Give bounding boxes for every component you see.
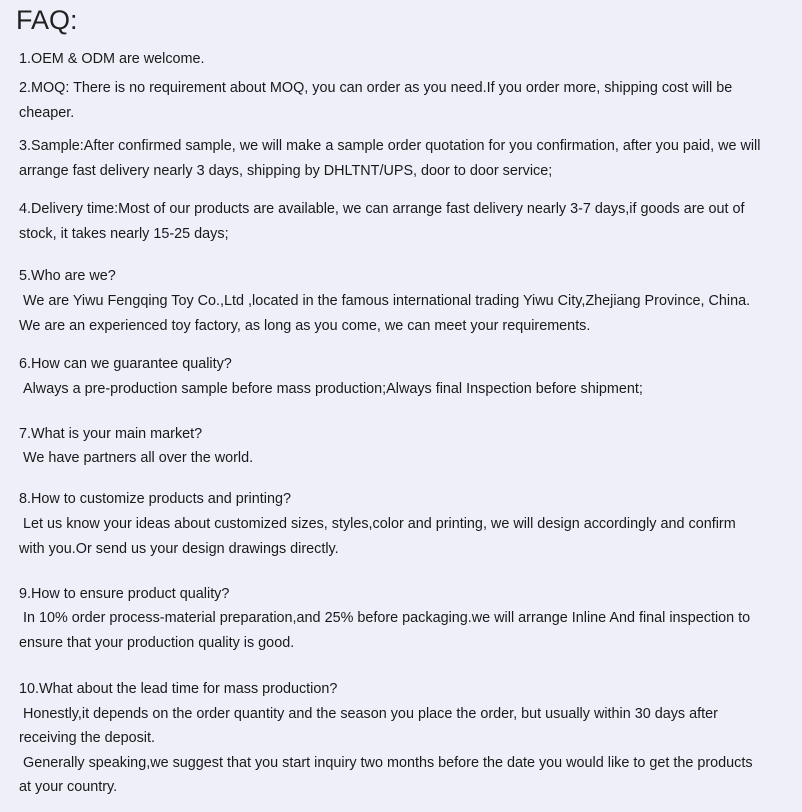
faq-item-2-line-1: 2.MOQ: There is no requirement about MOQ, you can order as you need.If you order more, shipping cost will be (19, 80, 733, 96)
faq-item-8-answer-2: with you.Or send us your design drawings directly. (19, 541, 339, 557)
faq-item-5-answer-2: We are an experienced toy factory, as long as you come, we can meet your requirements. (19, 318, 591, 334)
faq-item-7-question: 7.What is your main market? (19, 426, 203, 442)
faq-item-3-line-2: arrange fast delivery nearly 3 days, shipping by DHLTNT/UPS, door to door service; (19, 163, 553, 179)
faq-item-10-answer-4: at your country. (19, 779, 118, 795)
faq-item-10-answer-1: Honestly,it depends on the order quantity and the season you place the order, but usually within 30 days after (23, 706, 718, 722)
faq-item-4-line-2: stock, it takes nearly 15-25 days; (19, 226, 229, 242)
faq-item-5-question: 5.Who are we? (19, 268, 116, 284)
faq-item-10-question: 10.What about the lead time for mass production? (19, 681, 338, 697)
faq-item-3-line-1: 3.Sample:After confirmed sample, we will make a sample order quotation for you confirmation, after you paid, we will (19, 138, 761, 154)
faq-item-7-answer: We have partners all over the world. (23, 450, 254, 466)
faq-item-10-answer-2: receiving the deposit. (19, 730, 155, 746)
faq-item-9-question: 9.How to ensure product quality? (19, 586, 230, 602)
faq-item-5-answer-1: We are Yiwu Fengqing Toy Co.,Ltd ,located in the famous international trading Yiwu City,Zhejiang Province, China. (23, 293, 751, 309)
faq-item-4-line-1: 4.Delivery time:Most of our products are available, we can arrange fast delivery nearly 3-7 days,if goods are out of (19, 201, 745, 217)
faq-item-8-answer-1: Let us know your ideas about customized sizes, styles,color and printing, we will design accordingly and confirm (23, 516, 736, 532)
faq-item-6-question: 6.How can we guarantee quality? (19, 356, 232, 372)
faq-title: FAQ: (16, 5, 78, 35)
faq-item-9-answer-1: In 10% order process-material preparation,and 25% before packaging.we will arrange Inline And final inspection to (23, 610, 751, 626)
faq-item-6-answer: Always a pre-production sample before mass production;Always final Inspection before shipment; (23, 381, 643, 397)
faq-item-10-answer-3: Generally speaking,we suggest that you start inquiry two months before the date you would like to get the products (23, 755, 753, 771)
faq-item-2-line-2: cheaper. (19, 105, 75, 121)
faq-item-9-answer-2: ensure that your production quality is good. (19, 635, 295, 651)
faq-item-8-question: 8.How to customize products and printing? (19, 491, 291, 507)
faq-item-1-question: 1.OEM & ODM are welcome. (19, 51, 205, 67)
